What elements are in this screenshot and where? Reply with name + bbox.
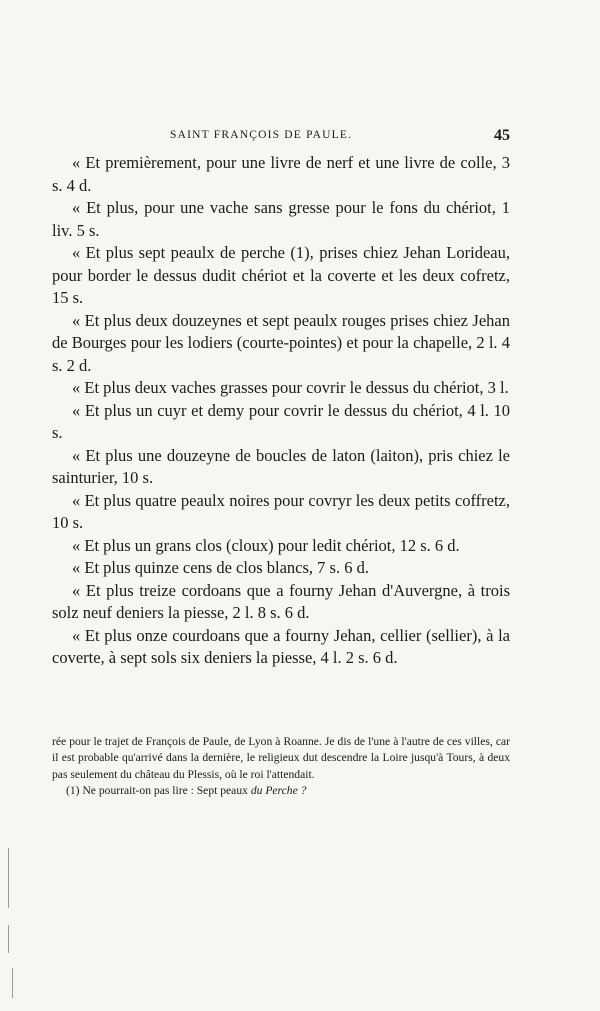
paragraph: « Et premièrement, pour une livre de nerf et une livre de colle, 3 s. 4 d. (52, 153, 510, 195)
scan-margin-mark (12, 968, 13, 998)
main-text (52, 152, 510, 670)
paragraph: « Et plus un grans clos (cloux) pour ledit chériot, 12 s. 6 d. (72, 535, 460, 555)
paragraph: « Et plus treize cordoans que a fourny Jehan d'Auvergne, à trois solz neuf deniers la piesse, 2 l. 8 s. 6 d. (52, 580, 510, 622)
page-header (52, 127, 510, 149)
footnote-1-ref: (1) (66, 784, 80, 798)
paragraph: « Et plus quatre peaulx noires pour covryr les deux petits coffretz, 10 s. (52, 490, 510, 532)
footnote-1 (52, 783, 510, 799)
paragraph: « Et plus sept peaulx de perche (1), prises chiez Jehan Lorideau, pour border le dessus dudit chériot et la coverte et les deux cofretz, 15 s. (52, 243, 510, 307)
scan-margin-mark (8, 925, 9, 953)
footnotes (52, 734, 510, 800)
paragraph: « Et plus deux douzeynes et sept peaulx rouges prises chiez Jehan de Bourges pour les lodiers (courte-pointes) et pour la chapelle, 2 l. 4 s. 2 d. (52, 310, 510, 375)
footnote-1-text: Ne pourrait-on pas lire : Sept peaux (82, 784, 248, 798)
paragraph: « Et plus deux vaches grasses pour covrir le dessus du chériot, 3 l. (72, 378, 509, 397)
scan-margin-mark (8, 848, 9, 908)
paragraph: « Et plus un cuyr et demy pour covrir le dessus du chériot, 4 l. 10 s. (52, 400, 510, 442)
paragraph: « Et plus une douzeyne de boucles de laton (laiton), pris chiez le sainturier, 10 s. (52, 445, 510, 487)
running-title: SAINT FRANÇOIS DE PAULE. (170, 129, 353, 141)
paragraph: « Et plus onze courdoans que a fourny Jehan, cellier (sellier), à la coverte, à sept sols six deniers la piesse, 4 l. 2 s. 6 d. (52, 625, 510, 667)
page-number: 45 (494, 127, 510, 144)
footnote-continuation: rée pour le trajet de François de Paule, de Lyon à Roanne. Je dis de l'une à l'autre de ces villes, car il est probable qu'arrivé dans la dernière, le religieux dut descendre la Loire jusqu'à Tours, à deux pas seulement du château du Plessis, où le roi l'attendait. (52, 735, 510, 781)
footnote-1-italic: du Perche ? (250, 784, 307, 798)
paragraph: « Et plus, pour une vache sans gresse pour le fons du chériot, 1 liv. 5 s. (52, 198, 510, 240)
paragraph: « Et plus quinze cens de clos blancs, 7 s. 6 d. (72, 558, 369, 577)
